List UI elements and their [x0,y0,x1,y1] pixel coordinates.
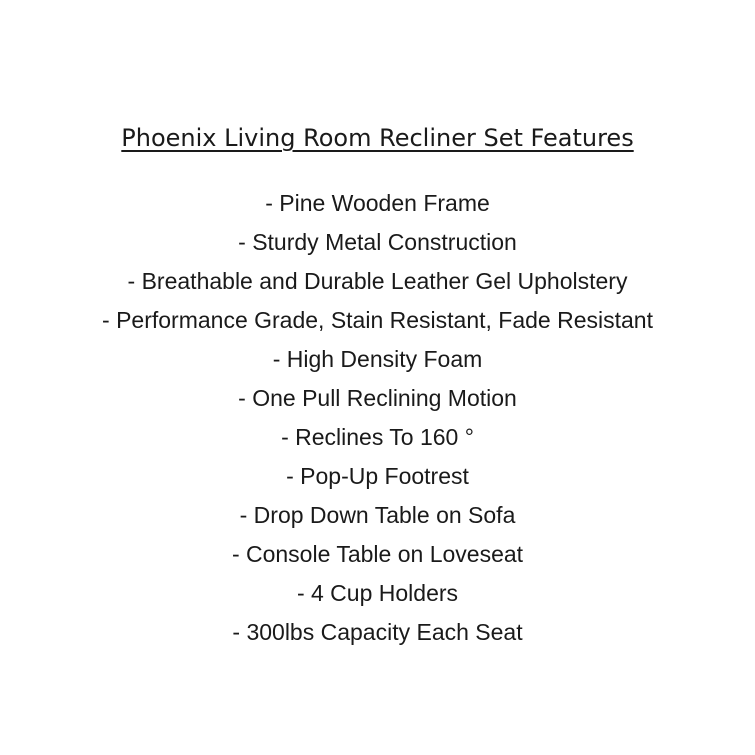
feature-item: - Pop-Up Footrest [286,463,469,489]
feature-item: - Drop Down Table on Sofa [239,502,516,528]
feature-item: - 4 Cup Holders [296,580,459,606]
feature-item: - Performance Grade, Stain Resistant, Fade Resistant [102,307,653,333]
feature-item: - Reclines To 160 ° [281,424,474,450]
document-title: Phoenix Living Room Recliner Set Features [121,124,634,152]
feature-item: - High Density Foam [272,346,483,372]
feature-item: - One Pull Reclining Motion [238,385,517,411]
feature-item: - Breathable and Durable Leather Gel Upholstery [127,268,628,294]
feature-item: - Pine Wooden Frame [265,190,490,216]
feature-list [0,184,755,652]
feature-item: - Sturdy Metal Construction [238,229,517,255]
feature-item: - Console Table on Loveseat [231,541,524,567]
feature-item: - 300lbs Capacity Each Seat [232,619,523,645]
